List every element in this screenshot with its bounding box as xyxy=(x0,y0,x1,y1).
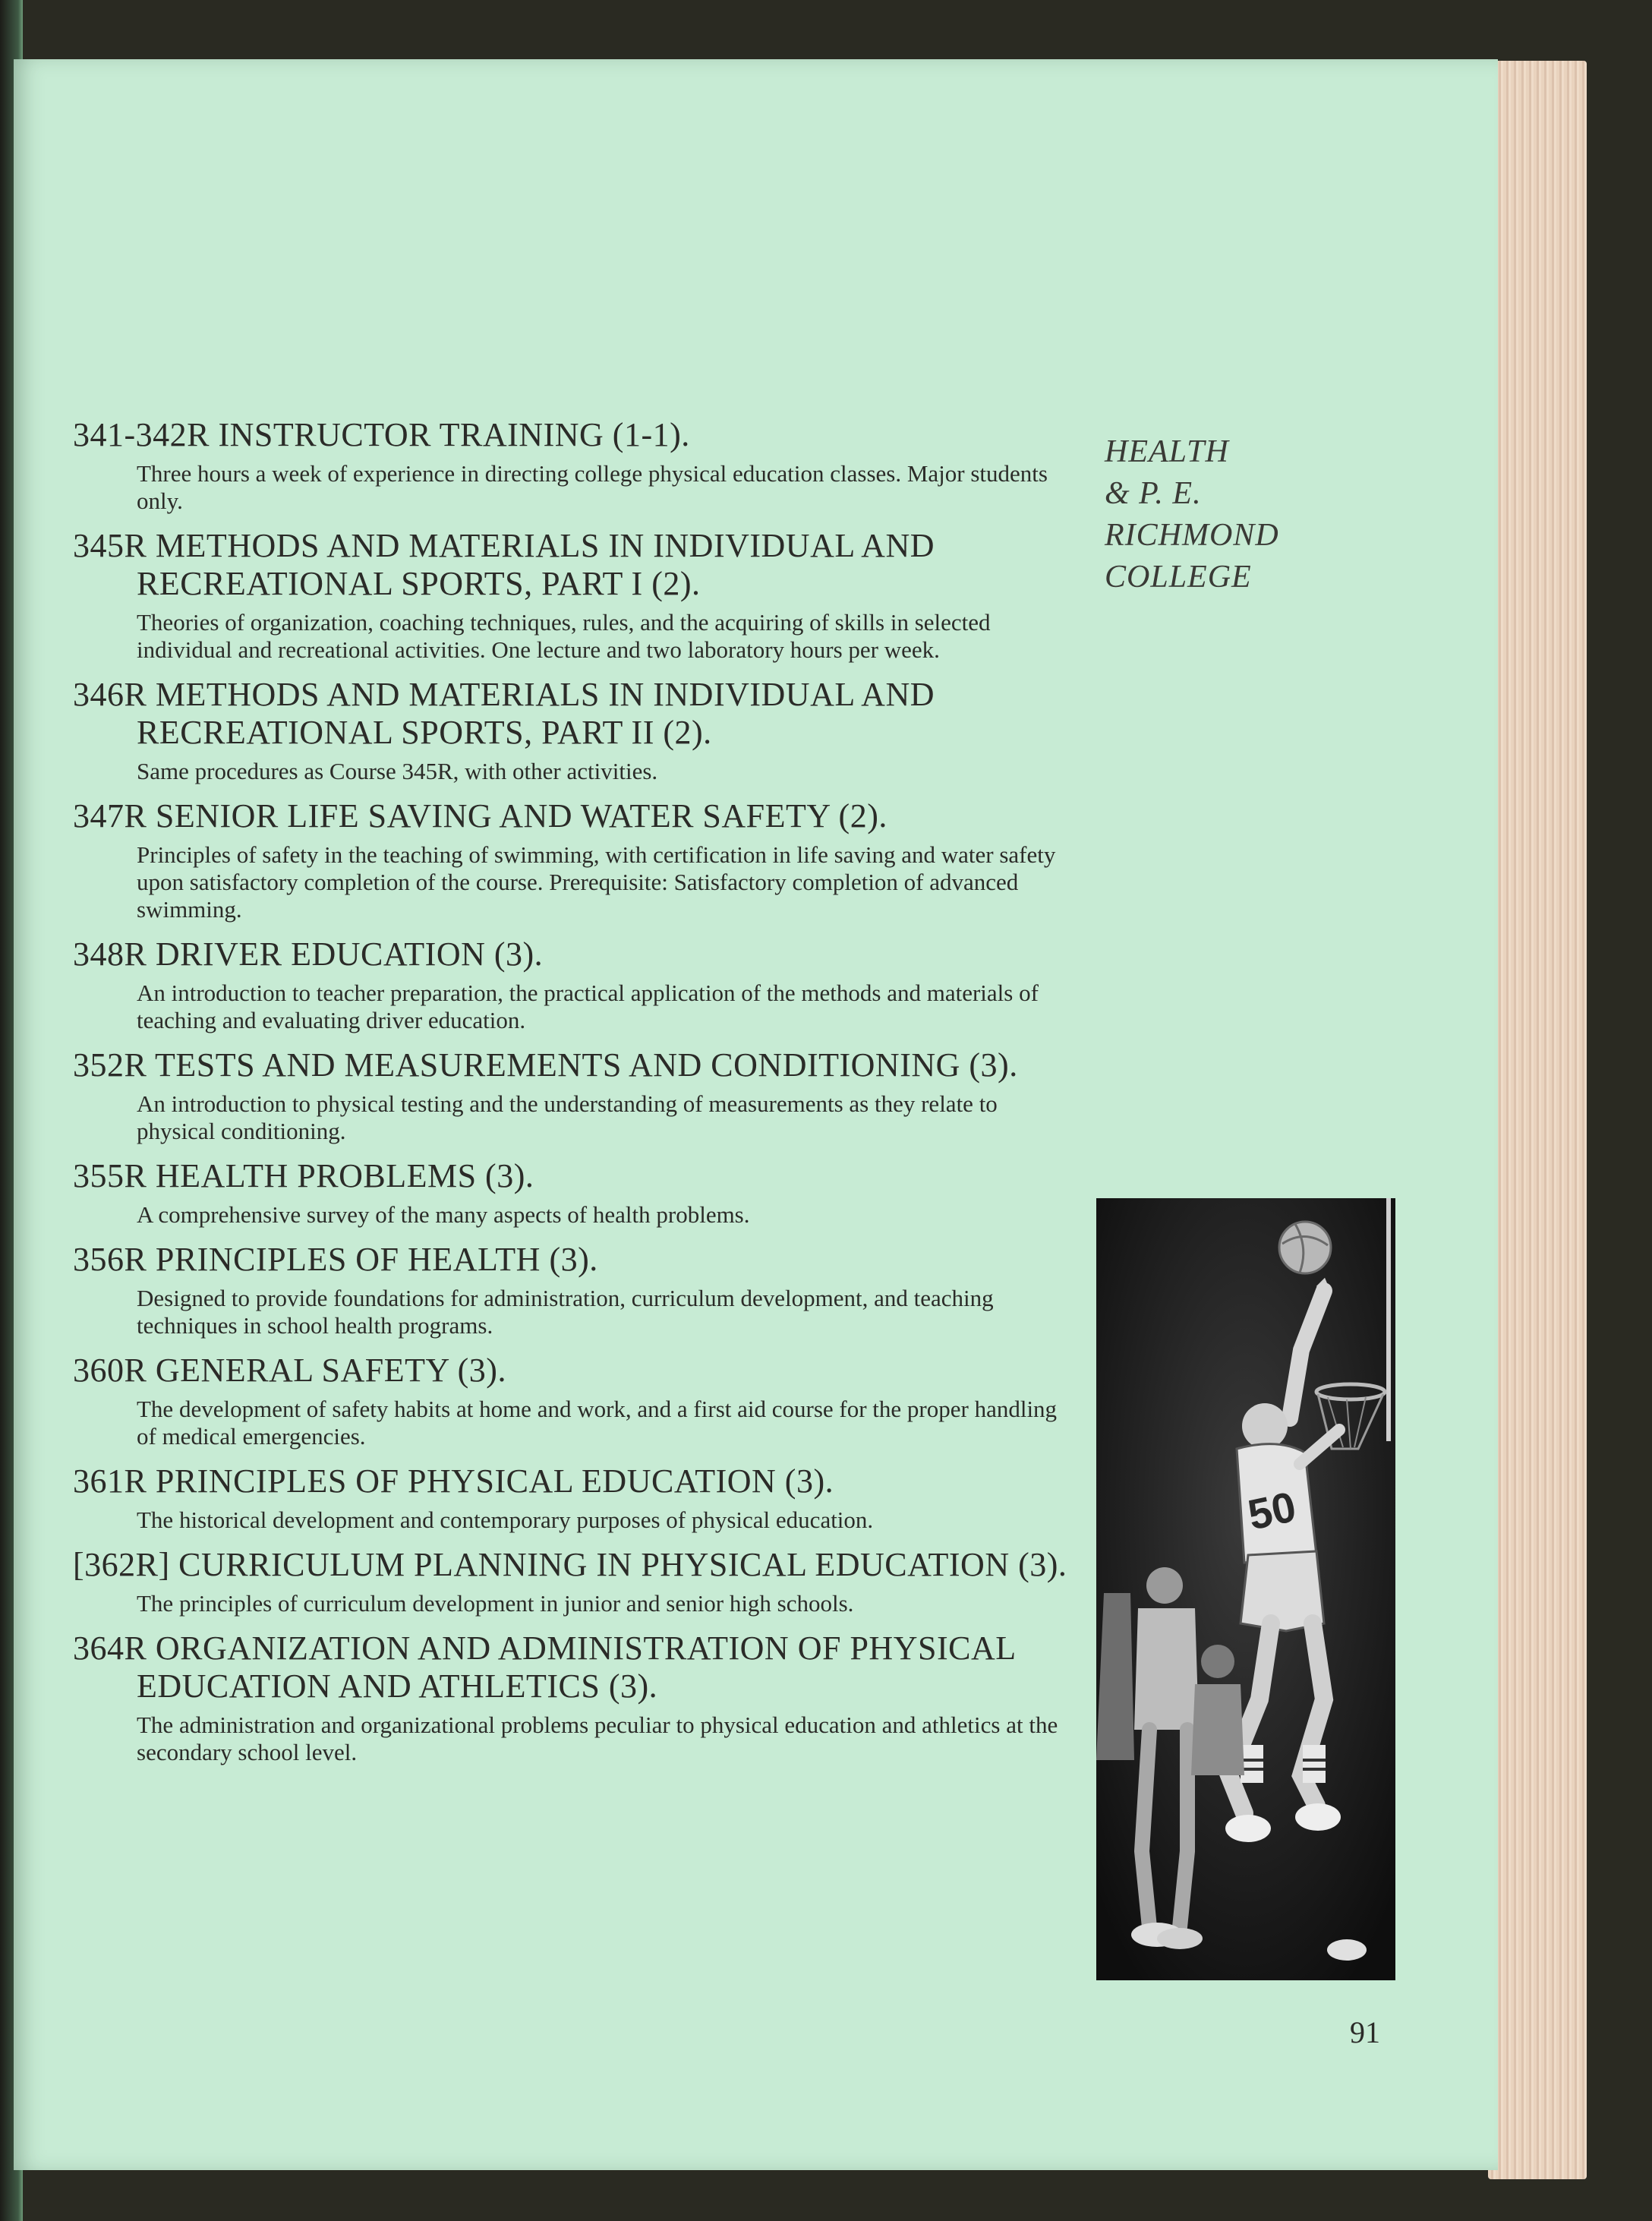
course-entry xyxy=(73,1546,1075,1617)
course-title: 356R PRINCIPLES OF HEALTH (3). xyxy=(73,1241,598,1278)
page-number: 91 xyxy=(1350,2015,1380,2049)
course-title: 348R DRIVER EDUCATION (3). xyxy=(73,935,544,973)
course-title: 361R PRINCIPLES OF PHYSICAL EDUCATION (3). xyxy=(73,1462,834,1500)
course-description: The principles of curriculum development in junior and senior high schools. xyxy=(137,1590,854,1617)
course-title: 352R TESTS AND MEASUREMENTS AND CONDITIONING (3). xyxy=(73,1046,1018,1084)
course-title: 360R GENERAL SAFETY (3). xyxy=(73,1352,506,1389)
sidebar-line: HEALTH xyxy=(1105,434,1229,469)
jersey-number: 50 xyxy=(1244,1482,1300,1539)
course-entry xyxy=(73,676,1075,785)
course-title: 347R SENIOR LIFE SAVING AND WATER SAFETY (2). xyxy=(73,797,887,834)
course-description: Theories of organization, coaching techniques, rules, and the acquiring of skills in selected individual and recreational activities. One lecture and two laboratory hours per week. xyxy=(137,609,991,663)
course-title: 345R METHODS AND MATERIALS IN INDIVIDUAL AND RECREATIONAL SPORTS, PART I (2). xyxy=(73,527,935,602)
course-entry xyxy=(73,1629,1075,1766)
course-title: 346R METHODS AND MATERIALS IN INDIVIDUAL AND RECREATIONAL SPORTS, PART II (2). xyxy=(73,676,935,751)
course-description: The historical development and contemporary purposes of physical education. xyxy=(137,1506,874,1533)
course-entry xyxy=(73,1352,1075,1450)
course-title: 364R ORGANIZATION AND ADMINISTRATION OF PHYSICAL EDUCATION AND ATHLETICS (3). xyxy=(73,1629,1015,1705)
course-entry xyxy=(73,1046,1075,1145)
course-description: Three hours a week of experience in directing college physical education classes. Major students only. xyxy=(137,460,1048,514)
course-entry xyxy=(73,797,1075,923)
course-entry xyxy=(73,1157,1075,1229)
sidebar-line: RICHMOND xyxy=(1105,518,1279,553)
course-description: A comprehensive survey of the many aspects of health problems. xyxy=(137,1201,750,1228)
course-entry xyxy=(73,1241,1075,1339)
course-description: Designed to provide foundations for administration, curriculum development, and teaching techniques in school health programs. xyxy=(137,1285,994,1339)
course-entry xyxy=(73,527,1075,664)
catalog-page xyxy=(14,59,1498,2170)
course-title: 355R HEALTH PROBLEMS (3). xyxy=(73,1157,534,1194)
course-description: Same procedures as Course 345R, with other activities. xyxy=(137,758,658,784)
course-entry xyxy=(73,1462,1075,1534)
page-edges xyxy=(1488,61,1587,2179)
course-entry xyxy=(73,935,1075,1034)
course-list xyxy=(73,416,1075,1778)
course-description: The development of safety habits at home and work, and a first aid course for the proper handling of medical emergencies. xyxy=(137,1396,1058,1450)
sidebar-line: COLLEGE xyxy=(1105,560,1252,595)
course-description: Principles of safety in the teaching of swimming, with certification in life saving and water safety upon satisfactory completion of the course. Prerequisite: Satisfactory completion of advanced swimming. xyxy=(137,841,1056,923)
course-entry xyxy=(73,416,1075,515)
section-sidebar xyxy=(1105,431,1279,598)
course-description: An introduction to physical testing and the understanding of measurements as they relate to physical conditioning. xyxy=(137,1090,998,1144)
course-title: 341-342R INSTRUCTOR TRAINING (1-1). xyxy=(73,416,690,453)
course-description: An introduction to teacher preparation, the practical application of the methods and materials of teaching and evaluating driver education. xyxy=(137,980,1039,1033)
course-title: [362R] CURRICULUM PLANNING IN PHYSICAL EDUCATION (3). xyxy=(73,1546,1067,1583)
course-description: The administration and organizational problems peculiar to physical education and athletics at the secondary school level. xyxy=(137,1711,1058,1765)
basketball-photo xyxy=(1096,1198,1395,1980)
sidebar-line: & P. E. xyxy=(1105,476,1202,511)
